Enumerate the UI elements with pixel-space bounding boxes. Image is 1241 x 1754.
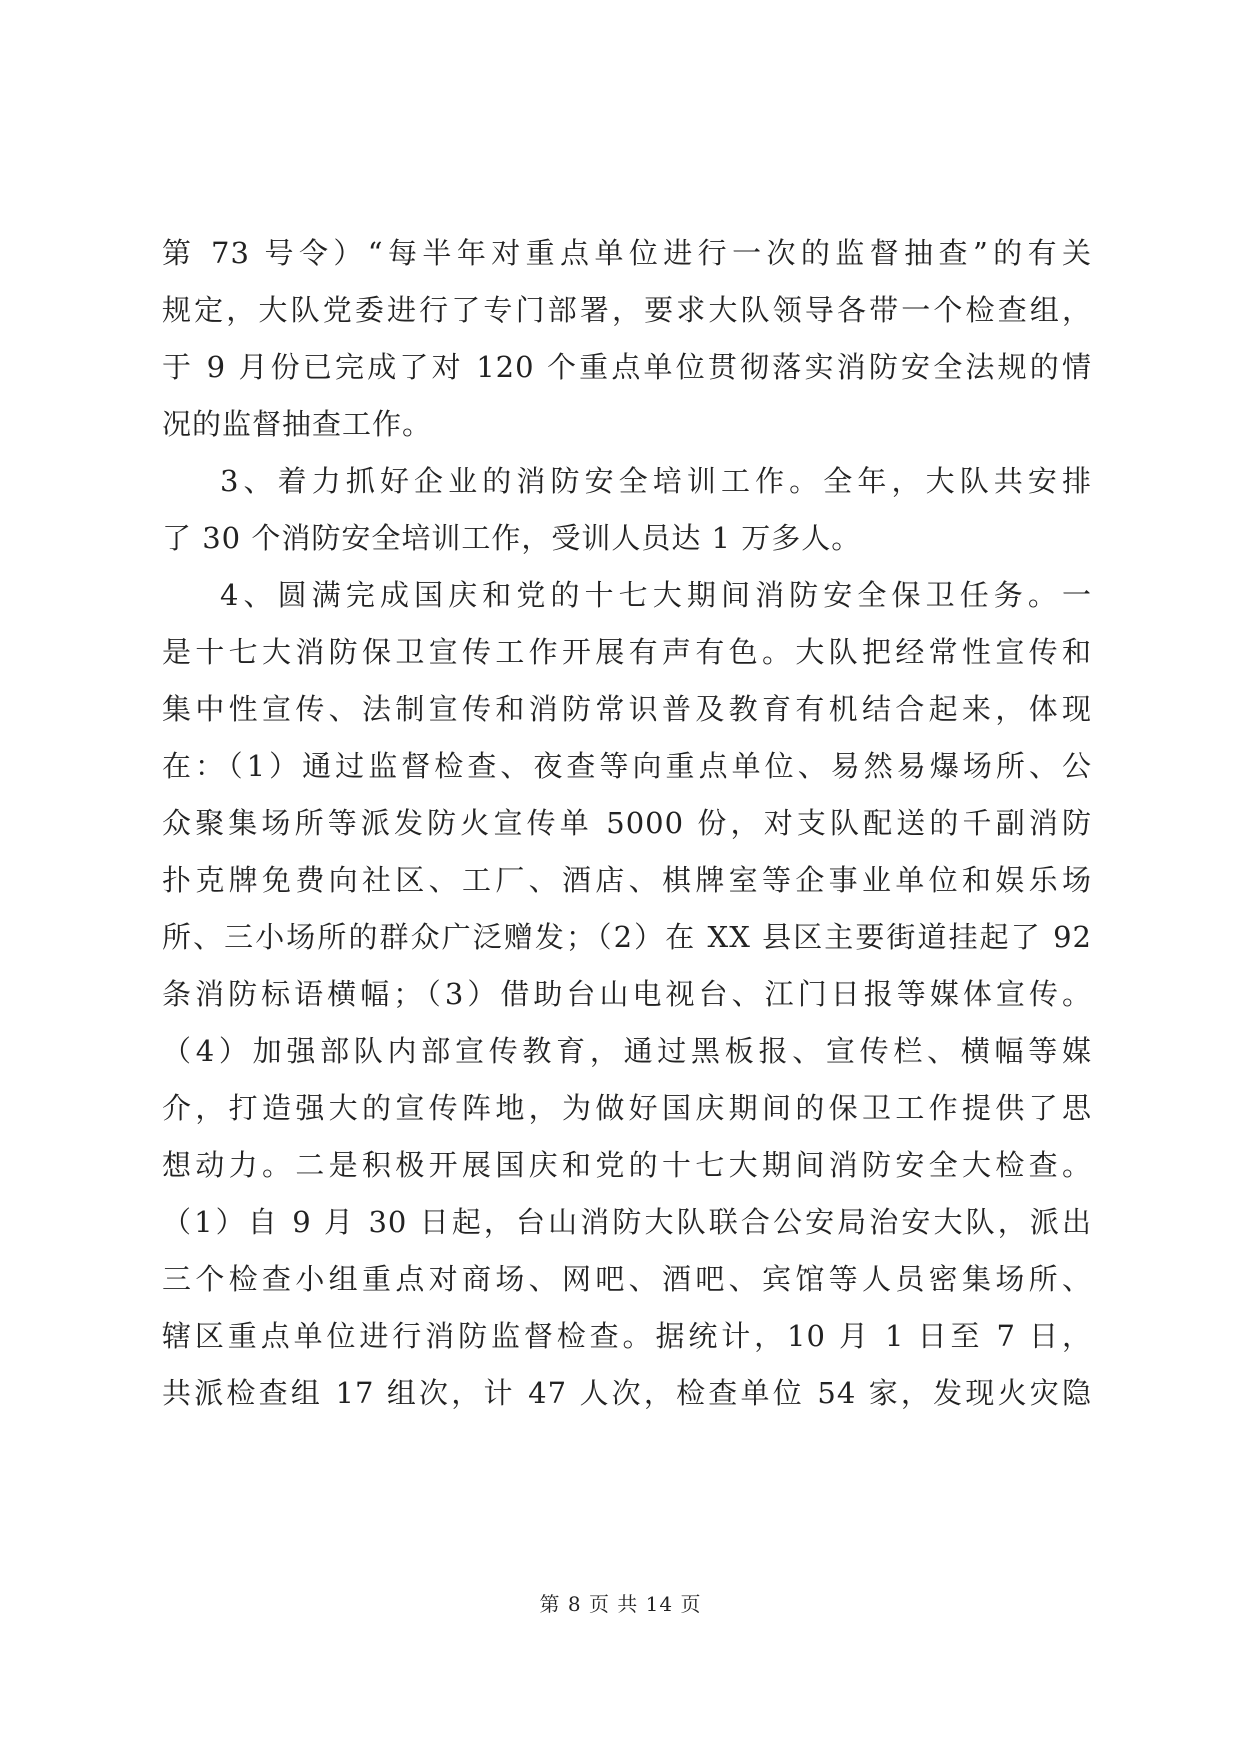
text-line: 4、圆满完成国庆和党的十七大期间消防安全保卫任务。一 xyxy=(220,578,1092,612)
text-line: 在：（1）通过监督检查、夜查等向重点单位、易然易爆场所、公 xyxy=(162,749,1092,783)
text-line: 三个检查小组重点对商场、网吧、酒吧、宾馆等人员密集场所、 xyxy=(162,1262,1092,1296)
text-line: 况的监督抽查工作。 xyxy=(162,407,433,441)
text-line: 3、着力抓好企业的消防安全培训工作。全年，大队共安排 xyxy=(220,464,1092,498)
text-line: 想动力。二是积极开展国庆和党的十七大期间消防安全大检查。 xyxy=(162,1148,1092,1182)
text-line: 了 30 个消防安全培训工作，受训人员达 1 万多人。 xyxy=(162,521,862,555)
text-line: 第 73 号令）“每半年对重点单位进行一次的监督抽查”的有关 xyxy=(162,236,1092,270)
text-line: 规定，大队党委进行了专门部署，要求大队领导各带一个检查组， xyxy=(162,293,1092,327)
text-line: 条消防标语横幅；（3）借助台山电视台、江门日报等媒体宣传。 xyxy=(162,977,1092,1011)
page-number-footer: 第 8 页 共 14 页 xyxy=(539,1592,702,1616)
text-line: 是十七大消防保卫宣传工作开展有声有色。大队把经常性宣传和 xyxy=(162,635,1092,669)
text-line: 介，打造强大的宣传阵地，为做好国庆期间的保卫工作提供了思 xyxy=(162,1091,1092,1125)
text-line: 于 9 月份已完成了对 120 个重点单位贯彻落实消防安全法规的情 xyxy=(162,350,1092,384)
text-line: （1）自 9 月 30 日起，台山消防大队联合公安局治安大队，派出 xyxy=(162,1205,1092,1239)
text-line: 共派检查组 17 组次，计 47 人次，检查单位 54 家，发现火灾隐 xyxy=(162,1376,1092,1410)
text-line: 辖区重点单位进行消防监督检查。据统计，10 月 1 日至 7 日， xyxy=(162,1319,1092,1353)
body-text xyxy=(162,225,1092,1422)
text-line: 所、三小场所的群众广泛赠发；（2）在 XX 县区主要街道挂起了 92 xyxy=(162,920,1092,954)
text-line: 集中性宣传、法制宣传和消防常识普及教育有机结合起来，体现 xyxy=(162,692,1092,726)
text-line: 扑克牌免费向社区、工厂、酒店、棋牌室等企事业单位和娱乐场 xyxy=(162,863,1092,897)
text-line: （4）加强部队内部宣传教育，通过黑板报、宣传栏、横幅等媒 xyxy=(162,1034,1092,1068)
text-line: 众聚集场所等派发防火宣传单 5000 份，对支队配送的千副消防 xyxy=(162,806,1092,840)
